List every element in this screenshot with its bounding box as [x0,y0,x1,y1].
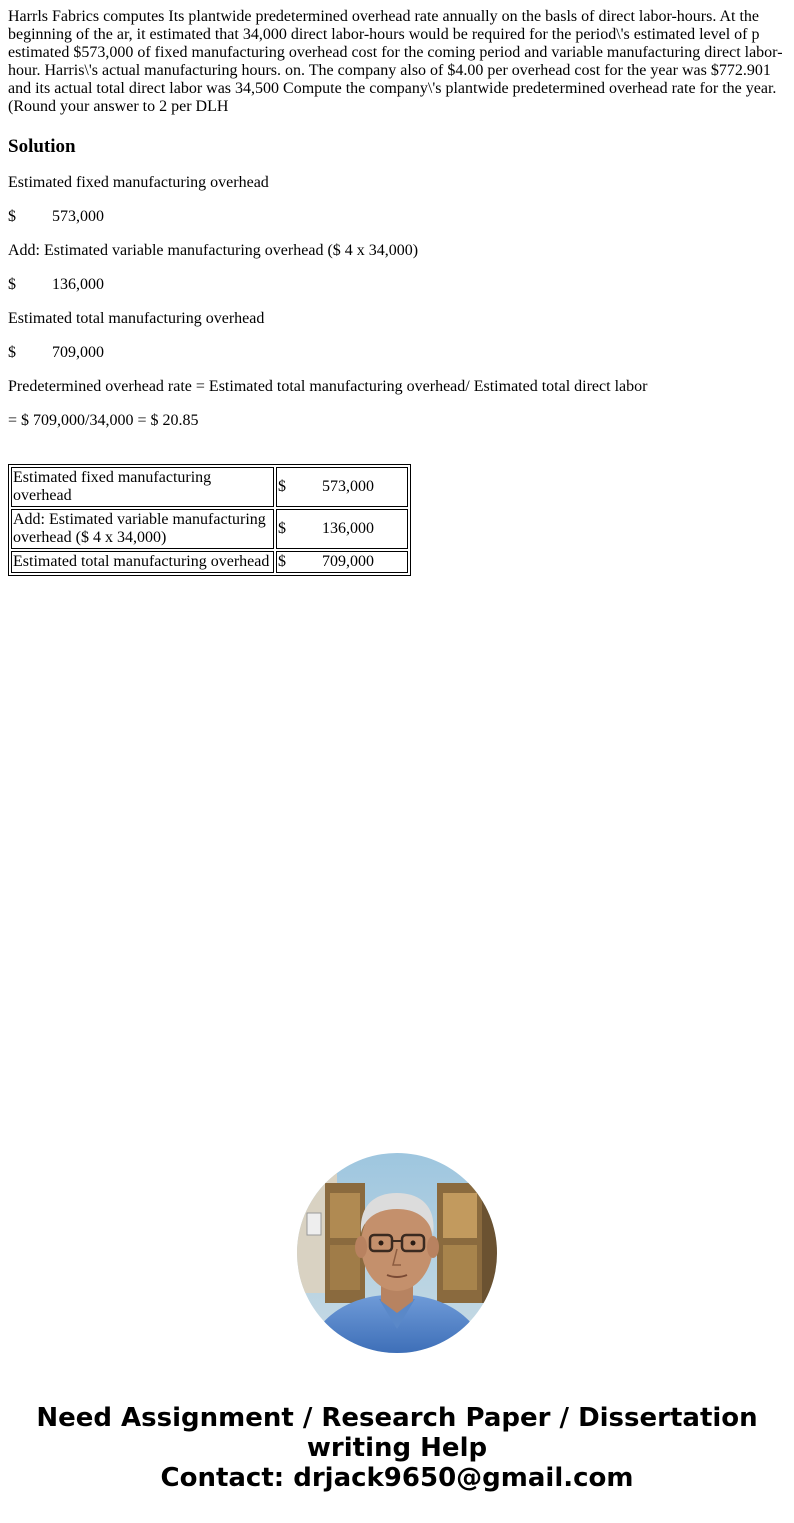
table-cell-amount [276,467,408,507]
currency-symbol: $ [278,520,286,537]
rate-formula: Predetermined overhead rate = Estimated total manufacturing overhead/ Estimated total direct labor [8,378,648,395]
promo-contact: Contact: drjack9650@gmail.com [160,1463,634,1493]
amount-value: 709,000 [52,344,104,361]
table-row [11,467,408,507]
table-cell-label: Estimated fixed manufacturing overhead [11,467,274,507]
promo-line-2: writing Help [306,1433,488,1463]
table-cell-amount [276,551,408,573]
overhead-summary-table [8,464,411,576]
currency-symbol: $ [278,478,286,495]
currency-symbol: $ [8,276,16,293]
fixed-overhead-label: Estimated fixed manufacturing overhead [8,174,269,191]
total-overhead-label: Estimated total manufacturing overhead [8,310,265,327]
amount-value: 709,000 [322,553,374,570]
author-photo [297,1153,497,1353]
amount-value: 136,000 [52,276,104,293]
solution-heading: Solution [8,136,76,157]
author-portrait-image [297,1153,497,1353]
currency-symbol: $ [8,344,16,361]
amount-value: 573,000 [322,478,374,495]
amount-value: 136,000 [322,520,374,537]
total-overhead-amount [8,344,786,362]
rate-result: = $ 709,000/34,000 = $ 20.85 [8,412,199,429]
table-cell-label: Estimated total manufacturing overhead [11,551,274,573]
promo-line-1: Need Assignment / Research Paper / Dissertation [36,1403,758,1433]
question-text: Harrls Fabrics computes Its plantwide predetermined overhead rate annually on the basls of direct labor-hours. At the beginning of the ar, it estimated that 34,000 direct labor-hours would be required for the period\'s estimated level of p estimated $573,000 of fixed manufacturing overhead cost for the coming period and variable manufacturing direct labor-hour. Harris\'s actual manufacturing hours. on. The company also of $4.00 per overhead cost for the year was $772.901 and its actual total direct labor was 34,500 Compute the company\'s plantwide predetermined overhead rate for the year. (Round your answer to 2 per DLH [8,8,783,115]
table-row [11,551,408,573]
amount-value: 573,000 [52,208,104,225]
table-cell-label: Add: Estimated variable manufacturing overhead ($ 4 x 34,000) [11,509,274,549]
variable-overhead-amount [8,276,786,294]
currency-symbol: $ [8,208,16,225]
variable-overhead-label: Add: Estimated variable manufacturing overhead ($ 4 x 34,000) [8,242,419,259]
document-content [8,8,786,576]
currency-symbol: $ [278,553,286,570]
fixed-overhead-amount [8,208,786,226]
table-cell-amount [276,509,408,549]
table-row [11,509,408,549]
promo-banner [0,1403,794,1493]
